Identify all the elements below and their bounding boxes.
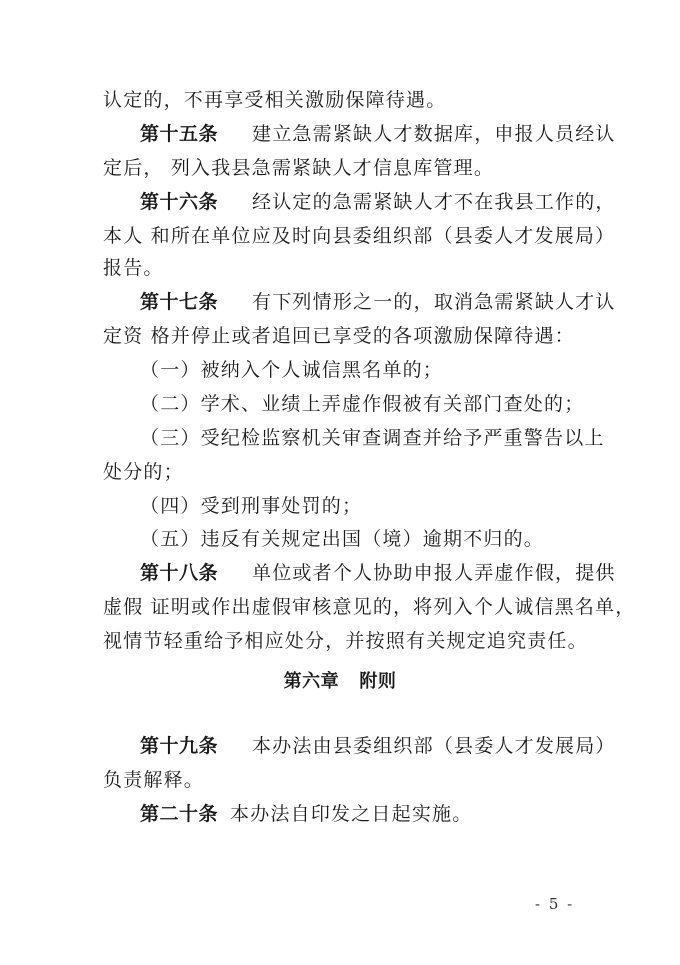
page-number: - 5 -: [535, 895, 575, 913]
list-item: （二）学术、业绩上弄虚作假被有关部门查处的；: [140, 393, 585, 415]
text-line: 处分的；: [103, 461, 184, 483]
text-line: 虚假 证明或作出虚假审核意见的，将列入个人诚信黑名单，: [103, 596, 636, 618]
article-20: [140, 802, 472, 826]
list-item: （四）受到刑事处罚的；: [140, 495, 363, 517]
text-line: 本人 和所在单位应及时向县委组织部（县委人才发展局）: [103, 225, 616, 247]
article-text: 经认定的急需紧缺人才不在我县工作的，: [252, 191, 616, 213]
chapter-heading: 第六章 附则: [283, 671, 397, 692]
article-title: 第十七条: [140, 291, 219, 313]
list-item: （一）被纳入个人诚信黑名单的；: [140, 359, 444, 381]
article-text: 建立急需紧缺人才数据库，申报人员经认: [252, 123, 616, 145]
article-title: 第十八条: [140, 562, 219, 584]
list-item: （五）违反有关规定出国（境）逾期不归的。: [140, 528, 545, 550]
article-title: 第十九条: [140, 735, 219, 757]
article-text: 本办法由县委组织部（县委人才发展局）: [252, 735, 616, 757]
article-15: [140, 122, 616, 146]
text-line: 报告。: [103, 257, 164, 279]
text-line: 认定的，不再享受相关激励保障待遇。: [103, 89, 447, 111]
article-text: 本办法自印发之日起实施。: [230, 803, 473, 825]
text-line: 视情节轻重给予相应处分，并按照有关规定追究责任。: [103, 630, 588, 652]
article-text: 有下列情形之一的，取消急需紧缺人才认: [252, 291, 616, 313]
text-line: 负责解释。: [103, 769, 205, 791]
article-17: [140, 290, 616, 314]
text-line: 定资 格并停止或者追回已享受的各项激励保障待遇：: [103, 325, 575, 347]
article-16: [140, 190, 616, 214]
article-text: 单位或者个人协助申报人弄虚作假，提供: [252, 562, 616, 584]
article-19: [140, 734, 616, 758]
article-title: 第十五条: [140, 123, 219, 145]
text-line: 定后， 列入我县急需紧缺人才信息库管理。: [103, 157, 495, 179]
article-title: 第十六条: [140, 191, 219, 213]
list-item: （三）受纪检监察机关审查调查并给予严重警告以上: [140, 427, 605, 449]
article-title: 第二十条: [140, 803, 219, 825]
article-18: [140, 561, 616, 585]
